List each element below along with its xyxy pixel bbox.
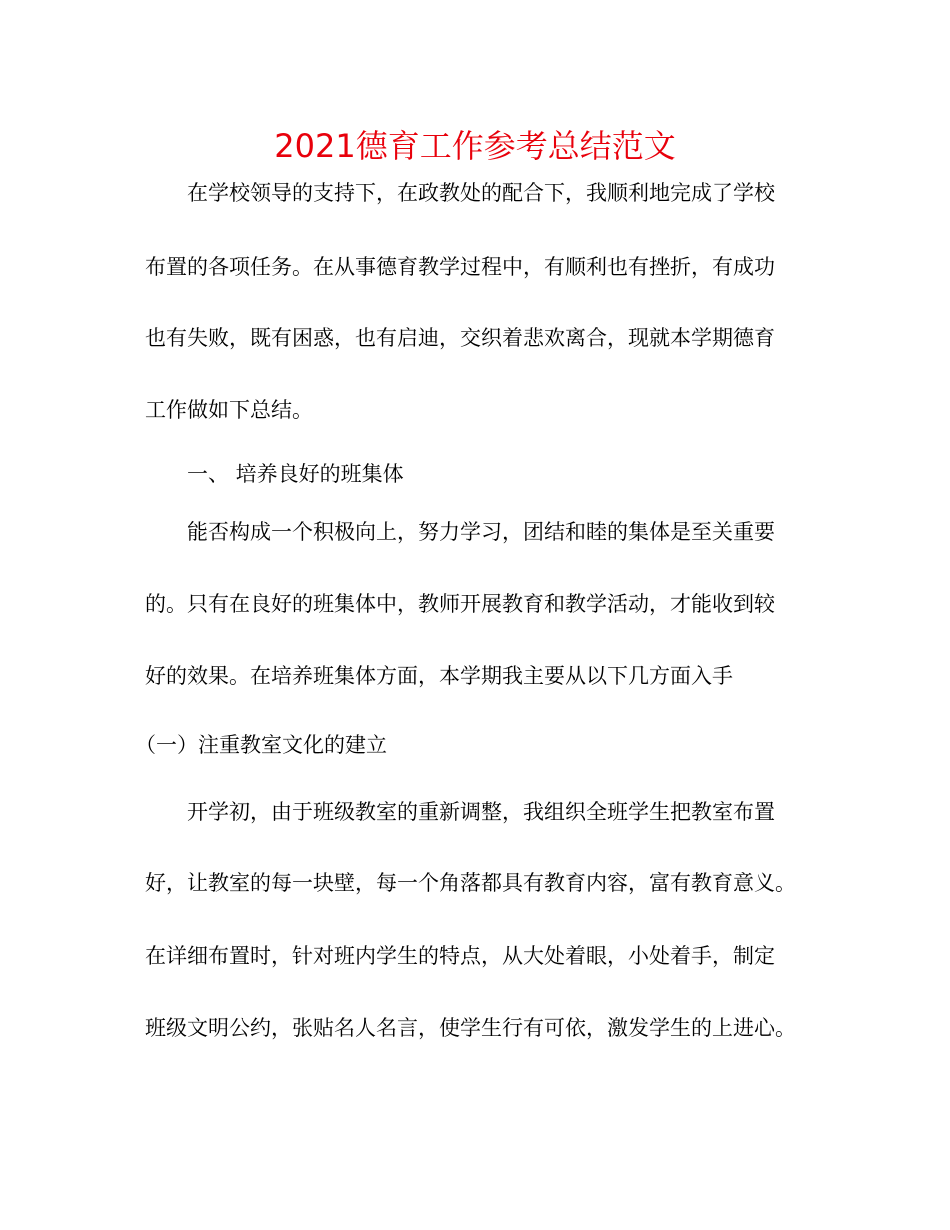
document-title: 2021德育工作参考总结范文: [274, 127, 676, 165]
paragraph-line: 班级文明公约，张贴名人名言，使学生行有可依，激发学生的上进心。: [145, 1016, 796, 1040]
paragraph-line: 开学初，由于班级教室的重新调整，我组织全班学生把教室布置: [187, 800, 775, 824]
paragraph-line: 也有失败，既有困惑，也有启迪，交织着悲欢离合，现就本学期德育: [145, 326, 775, 350]
paragraph-line: 能否构成一个积极向上，努力学习，团结和睦的集体是至关重要: [187, 520, 775, 544]
paragraph-line: 好的效果。在培养班集体方面，本学期我主要从以下几方面入手: [145, 664, 733, 688]
subsection-heading: （一）注重教室文化的建立: [135, 733, 387, 757]
paragraph-line: 布置的各项任务。在从事德育教学过程中，有顺利也有挫折，有成功: [145, 255, 775, 279]
paragraph-line: 的。只有在良好的班集体中，教师开展教育和教学活动，才能收到较: [145, 592, 775, 616]
paragraph-line: 好，让教室的每一块壁，每一个角落都具有教育内容，富有教育意义。: [145, 871, 796, 895]
paragraph-line: 在学校领导的支持下，在政教处的配合下，我顺利地完成了学校: [187, 181, 775, 205]
section-heading: 一、 培养良好的班集体: [187, 462, 404, 486]
paragraph-line: 工作做如下总结。: [145, 398, 313, 422]
paragraph-line: 在详细布置时，针对班内学生的特点，从大处着眼，小处着手，制定: [145, 944, 775, 968]
